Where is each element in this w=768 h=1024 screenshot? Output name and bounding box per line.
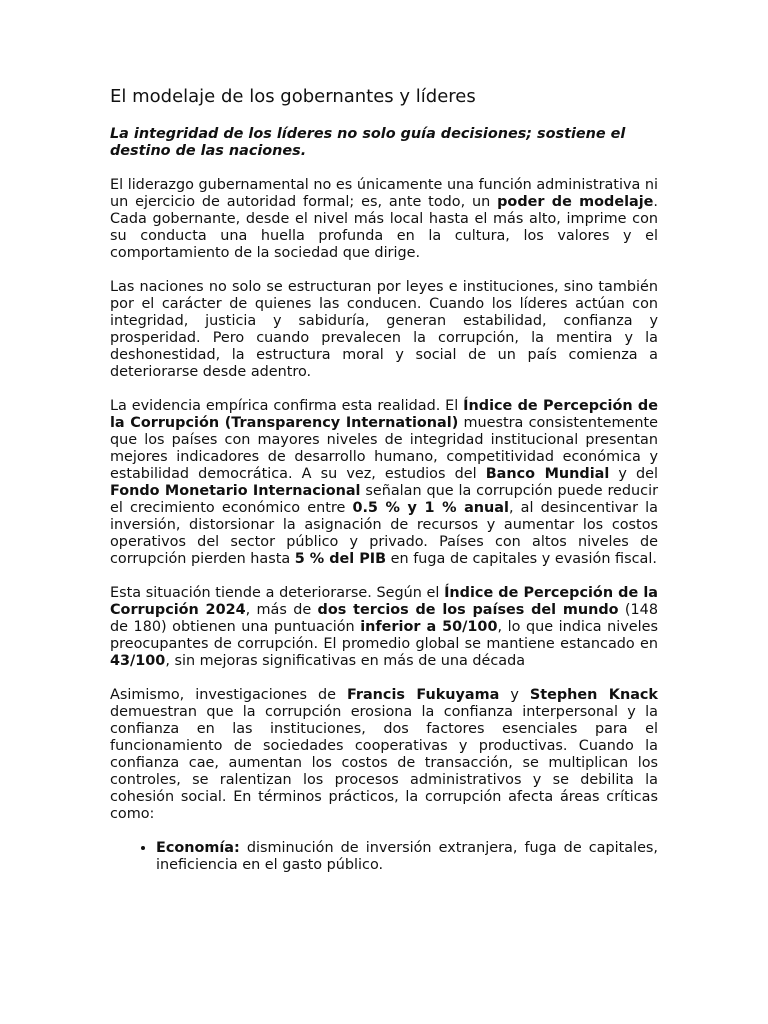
paragraph-3-text-e: , al desincentivar la inversión, distorsionar la asignación de recursos y aumentar los costos operativos del sector público y privado. Países con altos niveles de corrupción pierden hasta xyxy=(110,500,658,567)
paragraph-4-bold-a: Índice de Percepción de la Corrupción 2024 xyxy=(110,585,658,618)
list-item xyxy=(156,840,658,874)
paragraph-3-bold-e: 5 % del PIB xyxy=(294,551,387,567)
paragraph-3-bold-d: 0.5 % y 1 % anual xyxy=(352,500,509,516)
paragraph-3-text-a: La evidencia empírica confirma esta realidad. El xyxy=(110,398,464,414)
paragraph-4-bold-d: 43/100 xyxy=(110,653,166,669)
paragraph-1-text-a: El liderazgo gubernamental no es únicamente una función administrativa ni un ejercicio de autoridad formal; es, ante todo, un xyxy=(110,177,658,210)
paragraph-4-text-c: (148 de 180) obtienen una puntuación xyxy=(110,602,658,635)
paragraph-4-text-e: , sin mejoras significativas en más de una década xyxy=(165,653,526,669)
paragraph-2: Las naciones no solo se estructuran por leyes e instituciones, sino también por el carácter de quienes las conducen. Cuando los líderes actúan con integridad, justicia y sabiduría, generan estabilidad, confianza y prosperidad. Pero cuando prevalecen la corrupción, la mentira y la deshonestidad, la estructura moral y social de un país comienza a deteriorarse desde adentro. xyxy=(110,279,658,380)
paragraph-5-text-c: demuestran que la corrupción erosiona la confianza interpersonal y la confianza en las instituciones, dos factores esenciales para el funcionamiento de sociedades cooperativas y productivas. Cuando la confianza cae, aumentan los costos de transacción, se multiplican los controles, se ralentizan los procesos administrativos y se debilita la cohesión social. En términos prácticos, la corrupción afecta áreas críticas como: xyxy=(110,704,658,822)
paragraph-1 xyxy=(110,177,658,262)
paragraph-3-text-b: muestra consistentemente que los países con mayores niveles de integridad institucional presentan mejores indicadores de desarrollo humano, competitividad económica y estabilidad democrática. A su vez, estudios del xyxy=(110,415,658,482)
paragraph-3-bold-b: Banco Mundial xyxy=(485,466,610,482)
paragraph-5-text-a: Asimismo, investigaciones de xyxy=(110,687,347,703)
paragraph-5-text-b: y xyxy=(499,687,530,703)
paragraph-5-bold-b: Stephen Knack xyxy=(529,687,659,703)
paragraph-4-text-a: Esta situación tiende a deteriorarse. Según el xyxy=(110,585,445,601)
paragraph-5-bold-a: Francis Fukuyama xyxy=(346,687,500,703)
paragraph-4 xyxy=(110,585,658,670)
document-title: El modelaje de los gobernantes y líderes xyxy=(110,86,476,107)
paragraph-3-bold-c: Fondo Monetario Internacional xyxy=(110,483,361,499)
paragraph-4-bold-c: inferior a 50/100 xyxy=(360,619,498,635)
paragraph-3-text-f: en fuga de capitales y evasión fiscal. xyxy=(386,551,657,567)
paragraph-4-text-d: , lo que indica niveles preocupantes de corrupción. El promedio global se mantiene estancado en xyxy=(110,619,658,652)
document-subtitle: La integridad de los líderes no solo guía decisiones; sostiene el destino de las naciones. xyxy=(110,126,626,159)
paragraph-3-bold-a: Índice de Percepción de la Corrupción (Transparency International) xyxy=(110,398,658,431)
paragraph-3 xyxy=(110,398,658,568)
paragraph-4-bold-b: dos tercios de los países del mundo xyxy=(317,602,619,618)
paragraph-1-bold-a: poder de modelaje xyxy=(497,194,654,210)
paragraph-4-text-b: , más de xyxy=(245,602,318,618)
paragraph-1-text-b: . Cada gobernante, desde el nivel más local hasta el más alto, imprime con su conducta una huella profunda en la cultura, los valores y el comportamiento de la sociedad que dirige. xyxy=(110,194,658,261)
paragraph-3-text-c: y del xyxy=(609,466,659,482)
list-item-text: disminución de inversión extranjera, fuga de capitales, ineficiencia en el gasto público. xyxy=(156,840,658,873)
paragraph-5 xyxy=(110,687,658,823)
list-item-label: Economía: xyxy=(156,840,240,856)
paragraph-3-text-d: señalan que la corrupción puede reducir el crecimiento económico entre xyxy=(110,483,658,516)
document-page xyxy=(110,86,658,874)
bullet-list xyxy=(110,840,658,874)
